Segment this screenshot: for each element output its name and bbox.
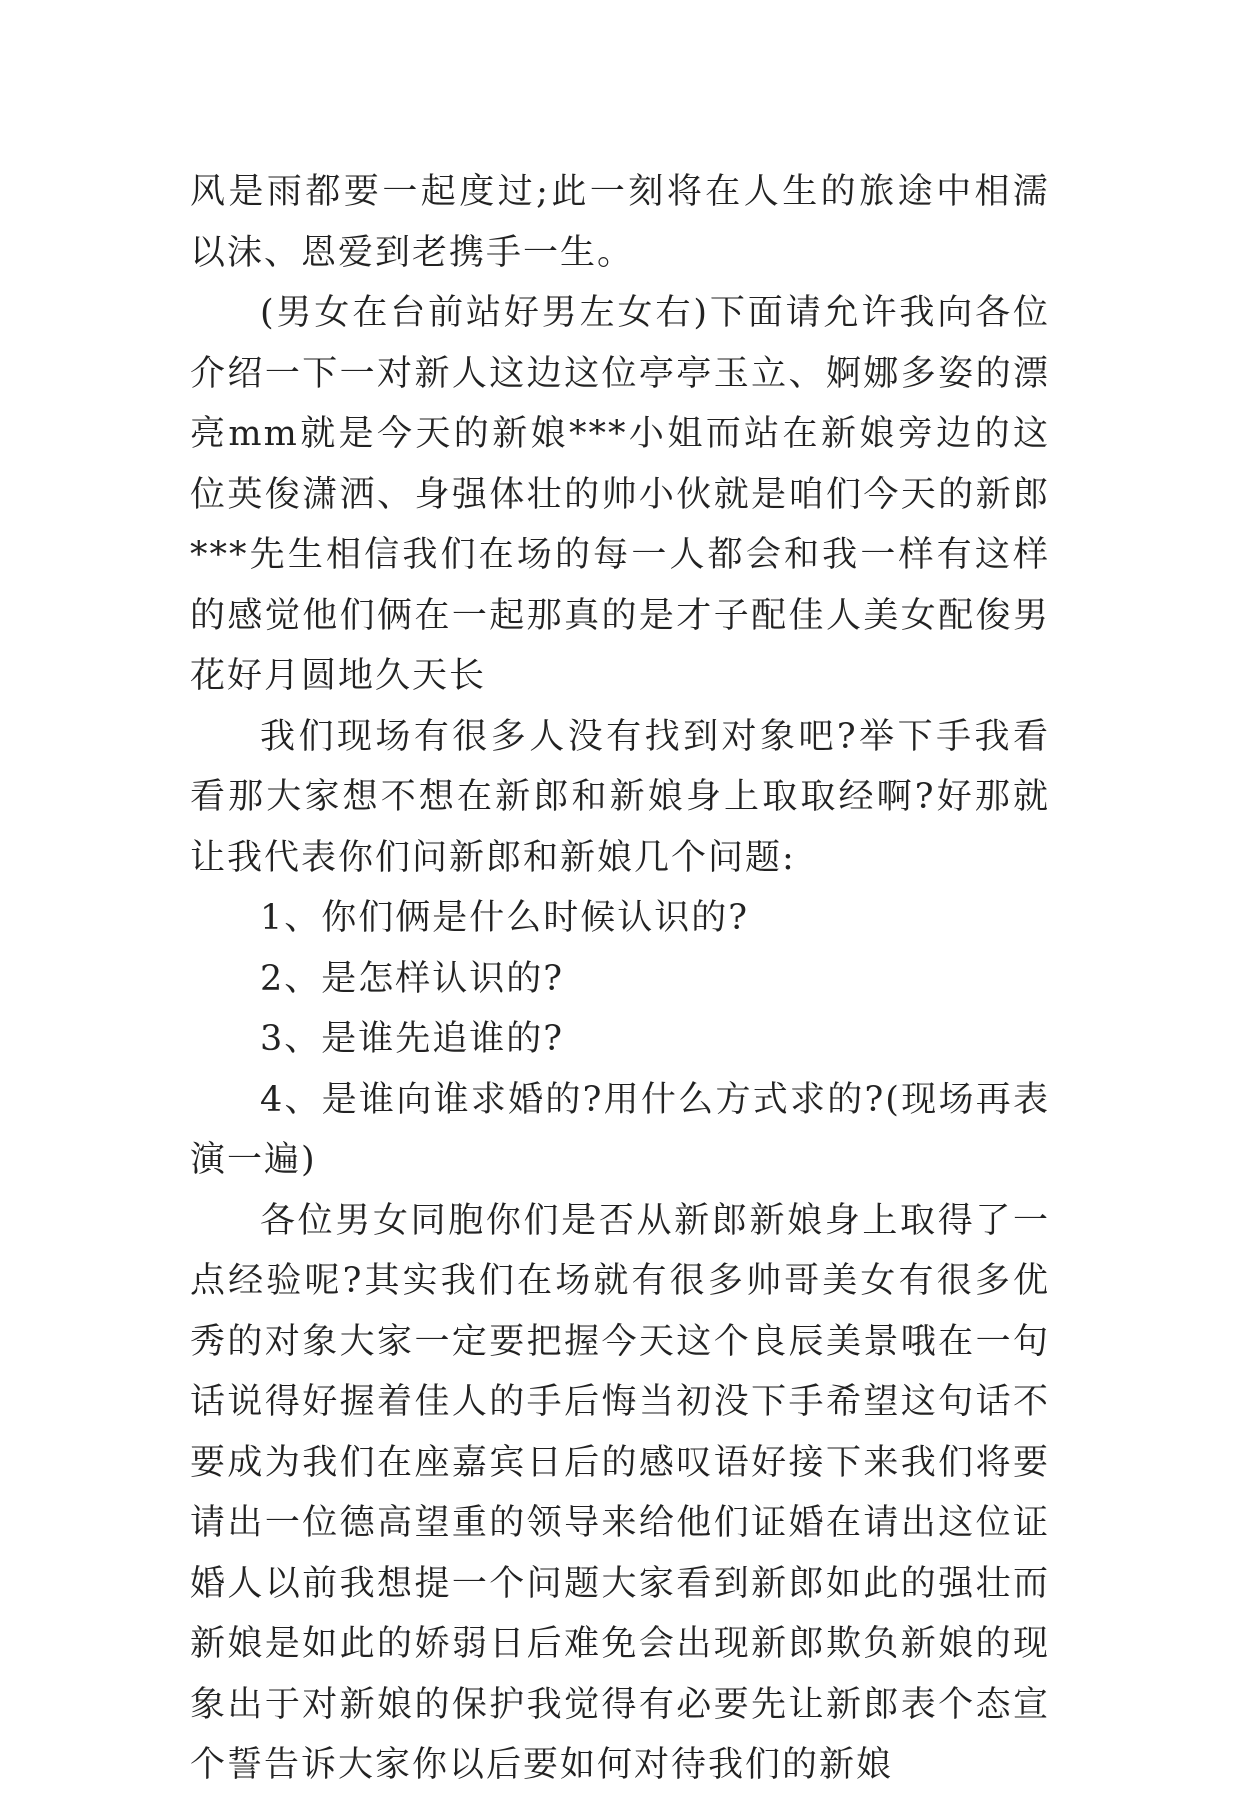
list-item-question-2: 2、是怎样认识的?: [260, 958, 565, 999]
paragraph: 我们现场有很多人没有找到对象吧?举下手我看看那大家想不想在新郎和新娘身上取取经啊?好那就让我代表你们问新郎和新娘几个问题:: [190, 716, 1050, 878]
list-item-question-4: 4、是谁向谁求婚的?用什么方式求的?(现场再表演一遍): [190, 1079, 1050, 1180]
paragraph: 风是雨都要一起度过;此一刻将在人生的旅途中相濡以沫、恩爱到老携手一生。: [190, 172, 1050, 273]
document-body: [190, 162, 1050, 1796]
list-item-question-1: 1、你们俩是什么时候认识的?: [260, 898, 750, 938]
paragraph: (男女在台前站好男左女右)下面请允许我向各位介绍一下一对新人这边这位亭亭玉立、婀娜多姿的漂亮mm就是今天的新娘***小姐而站在新娘旁边的这位英俊潇洒、身强体壮的帅小伙就是咱们今天的新郎***先生相信我们在场的每一人都会和我一样有这样的感觉他们俩在一起那真的是才子配佳人美女配俊男花好月圆地久天长: [190, 293, 1050, 696]
paragraph: 各位男女同胞你们是否从新郎新娘身上取得了一点经验呢?其实我们在场就有很多帅哥美女有很多优秀的对象大家一定要把握今天这个良辰美景哦在一句话说得好握着佳人的手后悔当初没下手希望这句话不要成为我们在座嘉宾日后的感叹语好接下来我们将要请出一位德高望重的领导来给他们证婚在请出这位证婚人以前我想提一个问题大家看到新郎如此的强壮而新娘是如此的娇弱日后难免会出现新郎欺负新娘的现象出于对新娘的保护我觉得有必要先让新郎表个态宣个誓告诉大家你以后要如何对待我们的新娘: [190, 1200, 1050, 1785]
list-item-question-3: 3、是谁先追谁的?: [260, 1019, 565, 1059]
